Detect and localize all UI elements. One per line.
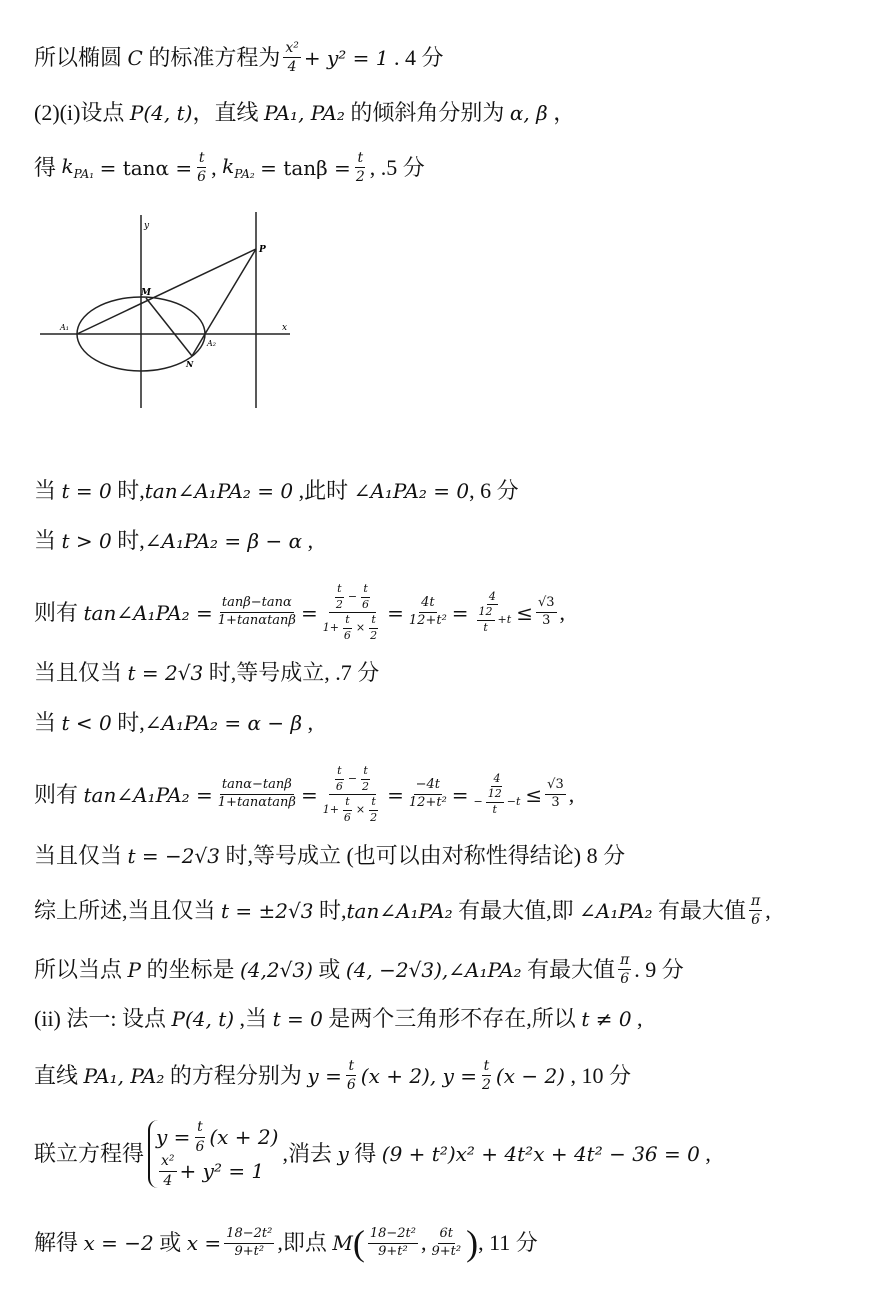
fraction: [618, 952, 631, 987]
math: ∠A₁PA₂ = α − β: [144, 711, 303, 735]
line-9: [34, 765, 574, 825]
math: =: [387, 782, 404, 807]
text: 的标准方程为: [148, 44, 281, 70]
score: , 6 分: [469, 478, 519, 503]
subscript: PA₂: [234, 166, 255, 181]
text: ,当: [239, 1006, 268, 1031]
fraction: [345, 1058, 358, 1093]
text: 1+: [322, 803, 339, 817]
line-14: [34, 1058, 631, 1093]
fraction: [195, 150, 208, 185]
fraction: [334, 583, 345, 611]
line-15: [34, 1120, 711, 1188]
text: 联立方程得: [34, 1141, 145, 1166]
math: (4, −2√3): [345, 957, 442, 982]
math: t > 0: [61, 529, 112, 553]
text: 时,: [117, 478, 145, 503]
text: ,: [568, 781, 575, 807]
text: ,即点: [277, 1230, 327, 1255]
math: t = 2√3: [127, 661, 204, 685]
denominator: 1+tanαtanβ: [217, 795, 296, 811]
math: tan∠A₁PA₂: [346, 898, 453, 923]
text: 1+: [322, 621, 339, 635]
math: [61, 153, 95, 181]
text: ,消去: [282, 1141, 332, 1166]
numerator: t: [355, 150, 365, 168]
numerator: $\frac{t}{2}$ − $\frac{t}{6}$: [329, 583, 376, 613]
text: ,: [559, 599, 566, 625]
math: = tanα =: [99, 155, 193, 180]
denominator: 2: [370, 810, 378, 824]
text: −: [473, 795, 483, 809]
text: ×: [355, 803, 366, 817]
line-4: [34, 480, 519, 502]
denominator: 2: [362, 779, 370, 793]
text: ，直线: [192, 100, 259, 125]
text: 所以当点: [34, 956, 123, 982]
denominator: [472, 605, 514, 634]
k: k: [222, 153, 235, 178]
score: , .5 分: [369, 154, 425, 180]
numerator: 12: [486, 788, 504, 803]
math: (9 + t²)x² + 4t²x + 4t² − 36 = 0: [381, 1142, 700, 1166]
numerator: x²: [159, 1153, 177, 1171]
denominator: [472, 787, 523, 816]
denominator: 6: [346, 1077, 356, 1094]
ellipse-figure: [40, 210, 300, 410]
denominator: 1+tanαtanβ: [217, 613, 296, 629]
fraction: [224, 1227, 274, 1260]
line-PA1: [77, 249, 256, 334]
numerator: t: [335, 765, 343, 780]
denominator: 9+t²: [378, 1243, 408, 1259]
line-1: [34, 40, 444, 75]
math: ≤: [516, 600, 533, 625]
denominator: 3: [551, 795, 560, 811]
text: −t: [506, 795, 521, 809]
fraction: [368, 796, 379, 824]
text: ,: [420, 1230, 427, 1255]
line-16: [34, 1225, 538, 1261]
numerator: t: [369, 614, 377, 629]
denominator: 3: [542, 613, 551, 629]
text: ,此时: [298, 478, 349, 503]
numerator: √3: [545, 778, 566, 795]
text: 综上所述,当且仅当: [34, 897, 216, 923]
denominator: 6: [197, 169, 207, 186]
system-row-2: [156, 1154, 278, 1188]
text: (ii) 法一: 设点: [34, 1006, 166, 1031]
k: k: [61, 153, 74, 178]
denominator: 12+t²: [408, 613, 447, 629]
numerator: x²: [283, 40, 301, 58]
text: 的倾斜角分别为: [350, 100, 505, 125]
numerator: 12: [477, 606, 495, 621]
numerator: 6t: [438, 1227, 456, 1244]
math: P(4, t): [171, 1007, 235, 1031]
math: ,∠A₁PA₂: [441, 957, 522, 982]
system-row-1: [156, 1120, 278, 1154]
math: =: [300, 782, 318, 807]
math: ≤: [525, 782, 543, 807]
text: ,: [765, 897, 771, 923]
text: 或: [318, 956, 341, 982]
denominator: 4: [163, 1172, 173, 1189]
text: ，: [553, 100, 576, 125]
paren-open: (: [352, 1223, 365, 1263]
denominator: 6: [343, 810, 351, 824]
math: + y² = 1: [303, 45, 389, 70]
math: ∠A₁PA₂ = 0: [353, 479, 470, 503]
math: t = −2√3: [127, 844, 220, 868]
numerator: t: [346, 1058, 356, 1076]
numerator: −4t: [414, 778, 442, 795]
text: 得: [34, 154, 57, 180]
denominator: 4: [287, 59, 297, 76]
score: , 11 分: [478, 1230, 538, 1255]
text: 的坐标是: [146, 956, 235, 982]
fraction: [545, 778, 566, 811]
numerator: π: [749, 893, 762, 911]
line-10: [34, 845, 625, 867]
label-P: P: [259, 245, 266, 255]
numerator: 18−2t²: [368, 1227, 418, 1244]
fraction: [477, 606, 495, 634]
fraction: [321, 583, 384, 643]
text: 当: [34, 528, 57, 553]
numerator: t: [361, 583, 369, 598]
numerator: t: [197, 150, 207, 168]
line-5: [34, 530, 313, 552]
fraction: [321, 765, 384, 825]
text: 或: [159, 1230, 182, 1255]
text: 时,: [117, 528, 145, 553]
numerator: t: [369, 796, 377, 811]
math: ∠A₁PA₂: [579, 898, 653, 923]
text: 则有: [34, 781, 79, 807]
math: PA₁, PA₂: [83, 1063, 165, 1088]
math: (4,2√3): [240, 957, 313, 982]
numerator: √3: [536, 596, 557, 613]
fraction: [354, 150, 367, 185]
denominator: 2: [370, 628, 378, 642]
denominator: 6: [620, 971, 630, 988]
label-A2: A₂: [207, 339, 216, 348]
text: 所以椭圆: [34, 44, 123, 70]
text: ×: [355, 621, 366, 635]
numerator: $\frac{t}{6}$ − $\frac{t}{2}$: [329, 765, 376, 795]
text: 时,: [318, 897, 347, 923]
fraction: [486, 788, 504, 816]
text: (2)(i)设点: [34, 100, 125, 125]
math: C: [127, 45, 143, 70]
label-N: N: [186, 359, 194, 369]
math: [222, 153, 255, 181]
fraction: [429, 1227, 463, 1260]
fraction: [407, 596, 449, 629]
text: 当且仅当: [34, 843, 123, 868]
math: tan∠A₁PA₂ =: [83, 600, 213, 625]
fraction: [334, 765, 345, 793]
equation-system: [148, 1120, 278, 1188]
fraction: [368, 1227, 418, 1260]
math: x =: [186, 1231, 222, 1255]
numerator: 18−2t²: [224, 1227, 274, 1244]
text: 时,: [117, 710, 145, 735]
denominator: 12+t²: [408, 795, 447, 811]
numerator: 4: [491, 773, 502, 788]
text: 得: [354, 1141, 377, 1166]
math: t ≠ 0: [581, 1007, 632, 1031]
math: tan∠A₁PA₂ =: [83, 782, 213, 807]
denominator: 6: [335, 779, 343, 793]
math: P: [127, 957, 141, 982]
line-7: [34, 662, 379, 684]
math: y: [337, 1142, 349, 1166]
numerator: tanβ−tanα: [220, 596, 294, 613]
denominator: [321, 613, 384, 642]
line-6: [34, 583, 565, 643]
text: 直线: [34, 1062, 79, 1088]
text: 解得: [34, 1230, 79, 1255]
fraction: [360, 765, 371, 793]
math: t = 0: [61, 479, 112, 503]
numerator: t: [361, 765, 369, 780]
numerator: 4: [487, 591, 498, 606]
fraction: [368, 614, 379, 642]
numerator: 4t: [419, 596, 437, 613]
fraction: [749, 893, 762, 928]
math: PA₁, PA₂: [263, 101, 345, 125]
numerator: t: [335, 583, 343, 598]
line-8: [34, 712, 313, 734]
math: =: [387, 600, 404, 625]
fraction: [283, 40, 301, 75]
line-12: [34, 952, 684, 987]
line-2: [34, 102, 575, 124]
fraction: [407, 778, 449, 811]
fraction: [342, 796, 353, 824]
fraction: [193, 1119, 206, 1154]
line-11: [34, 893, 771, 928]
denominator: 2: [481, 1077, 491, 1094]
denominator: 2: [335, 597, 343, 611]
line-3: [34, 150, 425, 185]
fraction: [360, 583, 371, 611]
denominator: 6: [343, 628, 351, 642]
label-M: M: [141, 288, 151, 298]
math: (x + 2): [209, 1125, 279, 1149]
text: 有最大值: [657, 897, 746, 923]
numerator: t: [195, 1119, 205, 1137]
math: t = 0: [272, 1007, 323, 1031]
text: 有最大值,即: [458, 897, 574, 923]
denominator: 9+t²: [234, 1243, 265, 1259]
math: =: [300, 600, 318, 625]
math: tan∠A₁PA₂ = 0: [144, 479, 294, 503]
math: + y² = 1: [179, 1159, 265, 1183]
score: . 4 分: [394, 44, 444, 70]
label-y: y: [144, 221, 150, 231]
text: 当: [34, 710, 57, 735]
text: 则有: [34, 599, 79, 625]
denominator: t: [492, 803, 497, 817]
label-x: x: [282, 323, 288, 333]
math: y =: [307, 1063, 342, 1088]
math: M: [332, 1231, 353, 1255]
denominator: 9+t²: [431, 1243, 462, 1259]
math: α, β: [509, 101, 548, 125]
label-A1: A₁: [60, 323, 69, 332]
denominator: t: [483, 621, 488, 635]
score: . 9 分: [634, 956, 684, 982]
subscript: PA₁: [73, 166, 95, 181]
fraction: [159, 1153, 177, 1188]
math: y =: [156, 1125, 191, 1149]
math: P(4, t): [129, 101, 193, 125]
numerator: t: [343, 614, 351, 629]
text: 当且仅当: [34, 660, 123, 685]
fraction: [472, 773, 523, 817]
score: , 10 分: [570, 1062, 632, 1088]
fraction: [216, 596, 298, 629]
denominator: 2: [355, 169, 365, 186]
numerator: π: [618, 952, 631, 970]
text: ,: [705, 1141, 711, 1166]
fraction: [216, 778, 298, 811]
fraction: [536, 596, 557, 629]
fraction: [342, 614, 353, 642]
numerator: t: [482, 1058, 492, 1076]
math: t < 0: [61, 711, 112, 735]
text: 当: [34, 478, 57, 503]
math: = tanβ =: [260, 155, 351, 180]
text: ,: [307, 710, 314, 735]
text: ,: [637, 1006, 643, 1031]
text: 时,等号成立,: [208, 660, 330, 685]
denominator: 6: [195, 1138, 205, 1155]
paren-close: ): [466, 1223, 479, 1263]
text: 的方程分别为: [169, 1062, 302, 1088]
text: +t: [497, 613, 512, 627]
math: =: [451, 600, 469, 625]
denominator: [321, 795, 384, 824]
numerator: tanα−tanβ: [220, 778, 294, 795]
text: 时,等号成立 (也可以由对称性得结论) 8 分: [225, 843, 626, 868]
numerator: t: [343, 796, 351, 811]
math: t = ±2√3: [221, 898, 314, 923]
text: ,: [307, 528, 314, 553]
line-13: [34, 1008, 643, 1030]
text: ,: [211, 154, 217, 180]
denominator: 6: [362, 597, 370, 611]
text: 是两个三角形不存在,所以: [328, 1006, 576, 1031]
math: (x − 2): [495, 1063, 565, 1088]
math: =: [451, 782, 469, 807]
fraction: [480, 1058, 493, 1093]
math: ∠A₁PA₂ = β − α: [144, 529, 303, 553]
score: .7 分: [335, 660, 380, 685]
math: (x + 2), y =: [360, 1063, 477, 1088]
math: x = −2: [83, 1231, 154, 1255]
text: 有最大值: [527, 956, 616, 982]
denominator: 6: [751, 912, 761, 929]
fraction: [472, 591, 514, 635]
